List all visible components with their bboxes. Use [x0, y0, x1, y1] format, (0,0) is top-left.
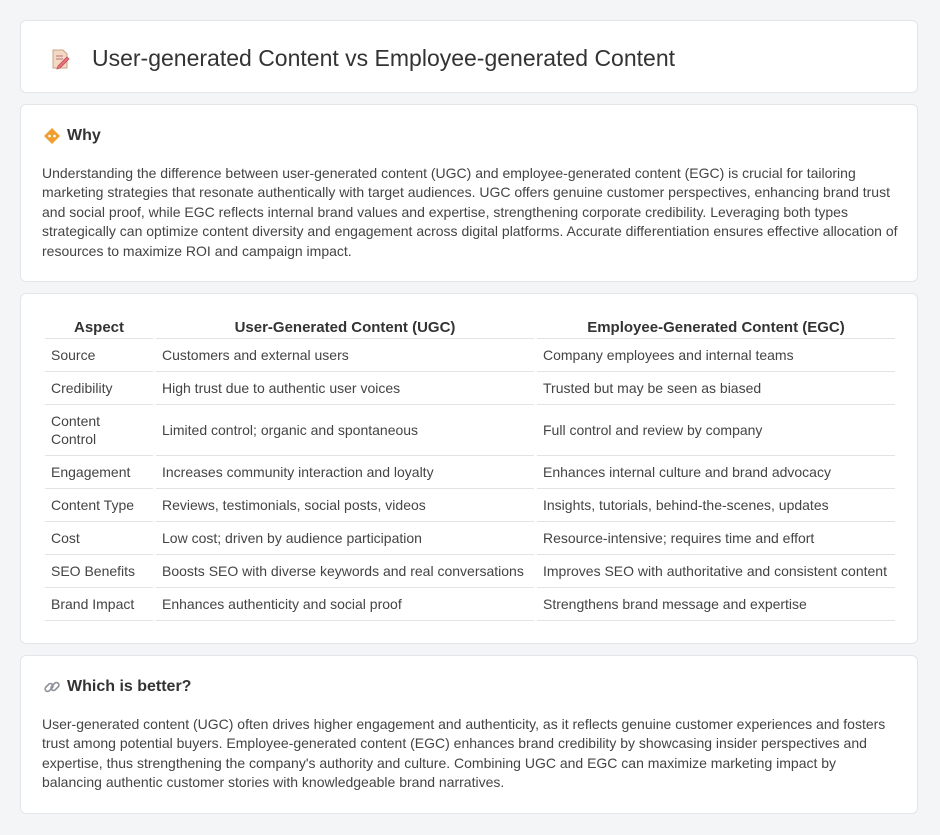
page-title: User-generated Content vs Employee-generated Content	[92, 45, 676, 71]
title-card	[20, 20, 918, 93]
ugc-cell: Enhances authenticity and social proof	[156, 588, 534, 621]
link-icon	[43, 678, 61, 696]
table-row	[45, 588, 895, 621]
egc-cell: Company employees and internal teams	[537, 339, 895, 372]
which-is-better-section	[20, 655, 918, 814]
egc-cell: Enhances internal culture and brand advocacy	[537, 456, 895, 489]
aspect-cell: SEO Benefits	[45, 555, 153, 588]
ugc-cell: Customers and external users	[156, 339, 534, 372]
table-row	[45, 555, 895, 588]
aspect-cell: Brand Impact	[45, 588, 153, 621]
aspect-cell: Content Type	[45, 489, 153, 522]
table-row	[45, 405, 895, 456]
comparison-table-card	[20, 293, 918, 644]
why-heading: Why	[67, 127, 101, 144]
aspect-cell: Source	[45, 339, 153, 372]
ugc-cell: Reviews, testimonials, social posts, videos	[156, 489, 534, 522]
table-header-row	[45, 316, 895, 339]
table-row	[45, 339, 895, 372]
better-header	[43, 678, 191, 696]
aspect-cell: Cost	[45, 522, 153, 555]
ugc-cell: Limited control; organic and spontaneous	[156, 405, 534, 456]
egc-cell: Insights, tutorials, behind-the-scenes, updates	[537, 489, 895, 522]
document-pencil-icon	[49, 48, 71, 70]
egc-cell: Strengthens brand message and expertise	[537, 588, 895, 621]
egc-cell: Improves SEO with authoritative and consistent content	[537, 555, 895, 588]
aspect-cell: Engagement	[45, 456, 153, 489]
aspect-cell: Credibility	[45, 372, 153, 405]
comparison-table	[42, 316, 898, 621]
column-header-aspect: Aspect	[45, 316, 153, 339]
table-row	[45, 489, 895, 522]
better-heading: Which is better?	[67, 678, 192, 695]
ugc-cell: Low cost; driven by audience participation	[156, 522, 534, 555]
table-row	[45, 372, 895, 405]
ugc-cell: High trust due to authentic user voices	[156, 372, 534, 405]
why-text: Understanding the difference between user-generated content (UGC) and employee-generated content (EGC) is crucial for tailoring marketing strategies that resonate authentically with target audiences. UGC offers genuine customer perspectives, enhancing brand trust and social proof, while EGC reflects internal brand values and expertise, strengthening corporate credibility. Leveraging both types strategically can optimize content diversity and engagement across digital platforms. Accurate differentiation ensures effective allocation of resources to maximize ROI and campaign impact.	[42, 165, 898, 259]
column-header-egc: Employee-Generated Content (EGC)	[537, 316, 895, 339]
why-section	[20, 104, 918, 282]
better-text: User-generated content (UGC) often drives higher engagement and authenticity, as it reflects genuine customer experiences and fosters trust among potential buyers. Employee-generated content (EGC) enhances brand credibility by showcasing insider perspectives and expertise, thus strengthening the company's authority and culture. Combining UGC and EGC can maximize marketing impact by balancing authentic customer stories with knowledgeable brand narratives.	[42, 716, 886, 791]
table-row	[45, 522, 895, 555]
column-header-ugc: User-Generated Content (UGC)	[156, 316, 534, 339]
table-row	[45, 456, 895, 489]
egc-cell: Resource-intensive; requires time and effort	[537, 522, 895, 555]
egc-cell: Trusted but may be seen as biased	[537, 372, 895, 405]
why-header	[43, 127, 101, 145]
sparkle-diamond-icon	[43, 127, 61, 145]
egc-cell: Full control and review by company	[537, 405, 895, 456]
aspect-cell: Content Control	[45, 405, 153, 456]
ugc-cell: Increases community interaction and loyalty	[156, 456, 534, 489]
ugc-cell: Boosts SEO with diverse keywords and real conversations	[156, 555, 534, 588]
